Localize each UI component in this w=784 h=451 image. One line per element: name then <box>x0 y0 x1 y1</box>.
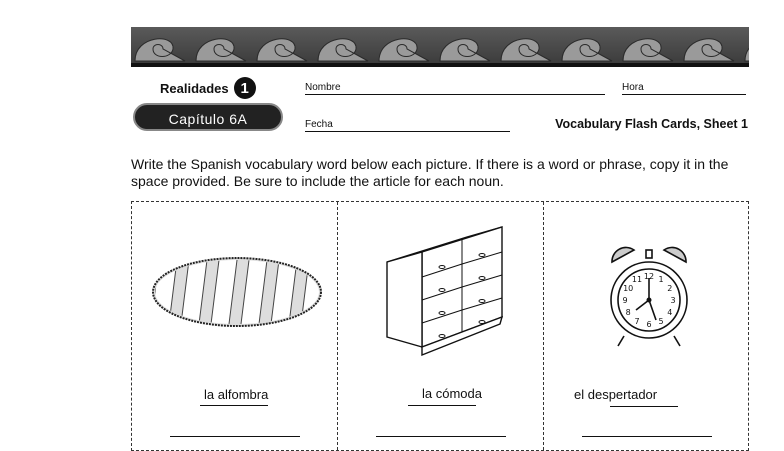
series-title <box>160 77 256 99</box>
clock-numeral: 9 <box>622 296 628 305</box>
clock-numeral: 3 <box>670 296 676 305</box>
instructions-text: Write the Spanish vocabulary word below each picture. If there is a word or phrase, copy it in the space provided. Be sure to include the article for each noun. <box>131 156 729 189</box>
label-underline <box>408 405 476 406</box>
clock-numeral: 8 <box>625 308 631 317</box>
rug-icon <box>150 252 325 332</box>
clock-numeral: 4 <box>667 308 673 317</box>
wave-scroll-icon <box>684 39 734 61</box>
clock-numeral: 12 <box>643 272 655 281</box>
wave-scroll-icon <box>318 39 368 61</box>
alarm-clock-icon <box>604 240 694 350</box>
wave-pattern-icon <box>131 27 749 65</box>
card-label: la cómoda <box>422 386 482 401</box>
answer-line[interactable] <box>582 436 712 437</box>
wave-scroll-icon <box>562 39 612 61</box>
name-field[interactable] <box>305 94 605 95</box>
clock-numeral: 11 <box>631 275 643 285</box>
label-underline <box>610 406 678 407</box>
banner-rule <box>131 63 749 67</box>
dresser-icon <box>382 222 507 362</box>
card-label: la alfombra <box>204 387 269 402</box>
card-divider <box>337 202 338 450</box>
hour-label: Hora <box>622 82 644 93</box>
hour-field[interactable] <box>622 94 746 95</box>
clock-numeral: 2 <box>667 284 673 293</box>
answer-line[interactable] <box>376 436 506 437</box>
label-underline <box>200 405 268 406</box>
series-name: Realidades <box>160 80 229 96</box>
name-label: Nombre <box>305 82 341 93</box>
clock-numeral: 5 <box>658 316 664 326</box>
answer-line[interactable] <box>170 436 300 437</box>
card-divider <box>543 202 544 450</box>
wave-scroll-icon <box>135 39 185 61</box>
sheet-title: Vocabulary Flash Cards, Sheet 1 <box>555 117 748 131</box>
chapter-badge: Capítulo 6A <box>133 103 283 131</box>
wave-scroll-icon <box>196 39 246 61</box>
wave-scroll-icon <box>623 39 673 61</box>
card-label: el despertador <box>574 387 658 402</box>
wave-scroll-icon <box>501 39 551 61</box>
clock-numeral: 7 <box>634 316 640 326</box>
wave-scroll-icon <box>745 39 749 61</box>
wave-scroll-icon <box>257 39 307 61</box>
clock-numeral: 10 <box>623 284 634 293</box>
decorative-banner <box>131 27 749 65</box>
wave-scroll-icon <box>379 39 429 61</box>
date-label: Fecha <box>305 119 333 130</box>
clock-numeral: 1 <box>658 275 664 285</box>
date-field[interactable] <box>305 131 510 132</box>
wave-scroll-icon <box>440 39 490 61</box>
level-badge: 1 <box>234 77 256 99</box>
clock-numeral: 6 <box>646 320 652 329</box>
flash-cards-grid <box>131 201 749 451</box>
